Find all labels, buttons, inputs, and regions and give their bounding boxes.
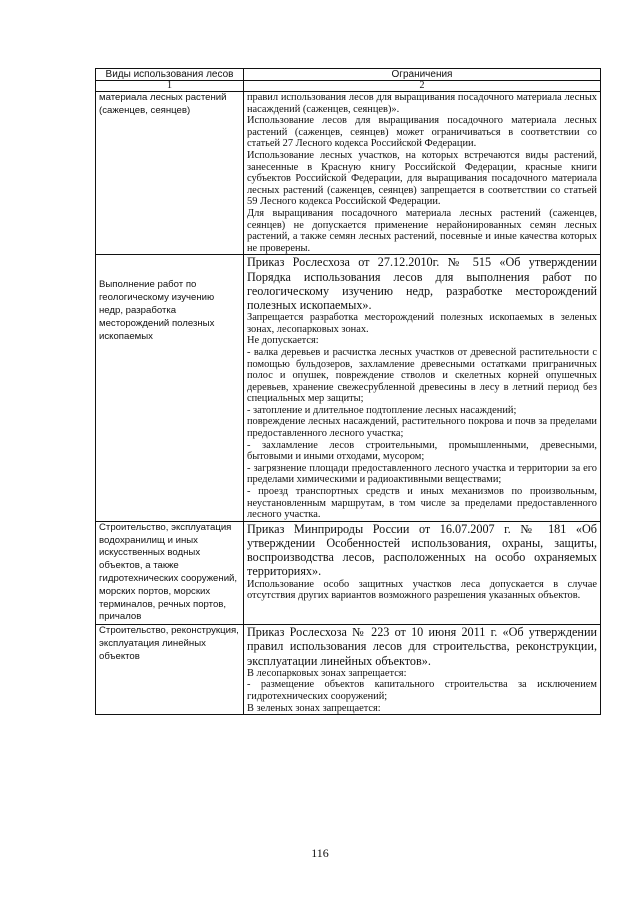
restriction-paragraph: - размещение объектов капитального строительства за исключением гидротехнических сооружений; bbox=[247, 679, 597, 702]
restriction-paragraph: правил использования лесов для выращивания посадочного материала лесных насаждений (саженцев, сеянцев)». bbox=[247, 92, 597, 115]
table-row bbox=[96, 625, 601, 715]
restriction-paragraph: В лесопарковых зонах запрещается: bbox=[247, 667, 407, 679]
order-reference: Приказ Минприроды России от 16.07.2007 г. № 181 «Об утверждении Особенностей использования, охраны, защиты, воспроизводства лесов, расположенных на особо охраняемых территориях». bbox=[247, 521, 597, 579]
restriction-paragraph: повреждение лесных насаждений, растительного покрова и почв за пределами предоставленного лесного участка; bbox=[247, 416, 597, 440]
restriction-paragraph: Использование лесных участков, на которых встречаются виды растений, занесенные в Красную книгу Российской Федерации, красные книги субъектов Российской Федерации, для выращивания посадочного материала лесных растений (саженцев, сеянцев) запрещается в соответствии со статьей 59 Лесного кодекса Российской Федерации. bbox=[247, 149, 597, 208]
restriction-paragraph: Для выращивания посадочного материала лесных растений (саженцев, сеянцев) не допускается применение нерайонированных семян лесных растений, а также семян лесных растений, посевные и иные качества которых не проверены. bbox=[247, 207, 597, 254]
order-reference: Приказ Рослесхоза № 223 от 10 июня 2011 г. «Об утверждении правил использования лесов для строительства, реконструкции, эксплуатации линейных объектов». bbox=[247, 625, 597, 668]
header-col-restrictions: Ограничения bbox=[244, 69, 601, 81]
use-type-cell: Выполнение работ по геологическому изучению недр, разработка месторождений полезных ископаемых bbox=[96, 255, 244, 522]
column-number-1: 1 bbox=[96, 81, 244, 92]
use-type-cell: материала лесных растений (саженцев, сеянцев) bbox=[96, 92, 244, 255]
table-row bbox=[96, 255, 601, 522]
restrictions-cell bbox=[244, 625, 601, 715]
restriction-paragraph: - загрязнение площади предоставленного лесного участка и территории за его пределами химическими и радиоактивными веществами; bbox=[247, 462, 597, 486]
column-number-row bbox=[96, 81, 601, 92]
table-row bbox=[96, 521, 601, 624]
restriction-paragraph: В зеленых зонах запрещается: bbox=[247, 702, 381, 714]
restriction-paragraph: - затопление и длительное подтопление лесных насаждений; bbox=[247, 404, 517, 416]
table-header-row bbox=[96, 69, 601, 81]
restriction-paragraph: - захламление лесов строительными, промышленными, древесными, бытовыми и иными отходами, мусором; bbox=[247, 439, 597, 463]
use-type-cell: Строительство, эксплуатация водохранилищ и иных искусственных водных объектов, а также гидротехнических сооружений, морских портов, морских терминалов, речных портов, причалов bbox=[96, 521, 244, 624]
use-type-cell: Строительство, реконструкция, эксплуатация линейных объектов bbox=[96, 625, 244, 715]
column-number-2: 2 bbox=[244, 81, 601, 92]
table-row bbox=[96, 92, 601, 255]
restrictions-cell bbox=[244, 92, 601, 255]
restriction-paragraph: Запрещается разработка месторождений полезных ископаемых в зеленых зонах, лесопарковых зонах. bbox=[247, 312, 597, 335]
restrictions-cell bbox=[244, 521, 601, 624]
restrictions-table bbox=[95, 68, 601, 715]
restriction-paragraph: Не допускается: bbox=[247, 335, 319, 347]
header-col-uses: Виды использования лесов bbox=[96, 69, 244, 81]
restriction-paragraph: - проезд транспортных средств и иных механизмов по произвольным, неустановленным маршрутам, в том числе за пределами предоставленного лесного участка. bbox=[247, 486, 597, 521]
page-number: 116 bbox=[311, 846, 329, 860]
restrictions-cell bbox=[244, 255, 601, 522]
restriction-paragraph: - валка деревьев и расчистка лесных участков от древесной растительности с помощью бульдозеров, захламление древесными остатками приграничных полос и опушек, повреждение стволов и скелетных корней опушечных деревьев, хранение свежесрубленной древесины в лесу в летний период без специальных мер защиты; bbox=[247, 346, 597, 405]
order-reference: Приказ Рослесхоза от 27.12.2010г. № 515 «Об утверждении Порядка использования лесов для выполнения работ по геологическому изучению недр, разработке месторождений полезных ископаемых». bbox=[247, 255, 597, 312]
restriction-paragraph: Использование особо защитных участков леса допускается в случае отсутствия других вариантов возможного разрешения указанных объектов. bbox=[247, 578, 597, 602]
restriction-paragraph: Использование лесов для выращивания посадочного материала лесных растений (саженцев, сеянцев) может ограничиваться в соответствии со статьей 27 Лесного кодекса Российской Федерации. bbox=[247, 115, 597, 150]
